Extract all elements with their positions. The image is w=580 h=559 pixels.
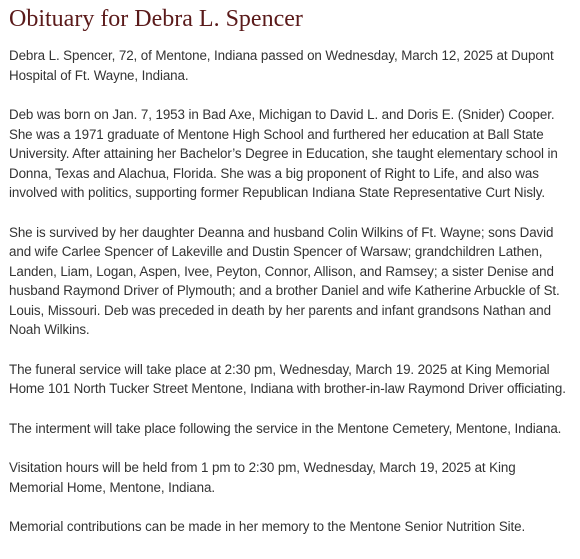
- paragraph-biography: Deb was born on Jan. 7, 1953 in Bad Axe, Michigan to David L. and Doris E. (Snider) Cooper. She was a 1971 graduate of Mentone High School and furthered her education at Ball State University. After attaining her Bachelor’s Degree in Education, she taught elementary school in Donna, Texas and Alachua, Florida. She was a big proponent of Right to Life, and also was involved with politics, supporting former Republican Indiana State Representative Curt Nisly.: [9, 107, 558, 200]
- paragraph-death-notice: Debra L. Spencer, 72, of Mentone, Indiana passed on Wednesday, March 12, 2025 at Dupont Hospital of Ft. Wayne, Indiana.: [9, 48, 554, 83]
- paragraph-visitation: Visitation hours will be held from 1 pm to 2:30 pm, Wednesday, March 19, 2025 at King Memorial Home, Mentone, Indiana.: [9, 460, 516, 495]
- paragraph-survivors: She is survived by her daughter Deanna and husband Colin Wilkins of Ft. Wayne; sons David and wife Carlee Spencer of Lakeville and Dustin Spencer of Warsaw; grandchildren Lathen, Landen, Liam, Logan, Aspen, Ivee, Peyton, Connor, Allison, and Ramsey; a sister Denise and husband Raymond Driver of Plymouth; and a brother Daniel and wife Katherine Arbuckle of St. Louis, Missouri. Deb was preceded in death by her parents and infant grandsons Nathan and Noah Wilkins.: [9, 224, 560, 337]
- paragraph-interment: The interment will take place following the service in the Mentone Cemetery, Mentone, Indiana.: [9, 420, 562, 436]
- paragraph-memorial-contributions: Memorial contributions can be made in her memory to the Mentone Senior Nutrition Site.: [9, 519, 526, 534]
- page-title: Obituary for Debra L. Spencer: [9, 6, 303, 32]
- obituary-body: [9, 46, 566, 537]
- paragraph-funeral-service: The funeral service will take place at 2:30 pm, Wednesday, March 19. 2025 at King Memorial Home 101 North Tucker Street Mentone, Indiana with brother-in-law Raymond Driver officiating.: [9, 361, 566, 396]
